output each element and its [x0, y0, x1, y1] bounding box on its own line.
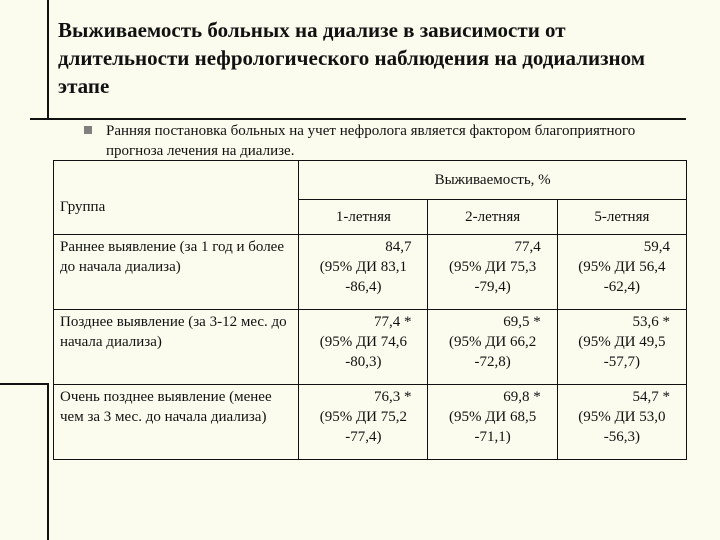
survival-cell — [428, 235, 557, 310]
table-row — [54, 385, 687, 460]
survival-cell — [557, 310, 686, 385]
decor-horizontal-line — [30, 118, 686, 120]
year-header-1: 1-летняя — [299, 200, 428, 235]
ci-upper: -86,4) — [345, 279, 382, 295]
ci-upper: -71,1) — [474, 429, 511, 445]
group-cell: Позднее выявление (за 3-12 мес. до начала диализа) — [54, 310, 299, 385]
bullet-item — [84, 121, 684, 161]
ci-lower: (95% ДИ 75,3 — [448, 259, 537, 275]
survival-header: Выживаемость, % — [299, 161, 687, 200]
group-cell: Раннее выявление (за 1 год и более до начала диализа) — [54, 235, 299, 310]
ci-lower: (95% ДИ 83,1 — [319, 259, 408, 275]
ci-upper: -62,4) — [603, 279, 640, 295]
survival-value: 69,5 * — [503, 314, 541, 330]
survival-value: 77,4 * — [373, 314, 412, 330]
survival-cell — [557, 385, 686, 460]
group-header: Группа — [54, 161, 299, 235]
survival-cell — [299, 235, 428, 310]
survival-value: 77,4 — [514, 239, 541, 255]
square-bullet-icon — [84, 126, 92, 134]
survival-value: 84,7 — [385, 239, 412, 255]
table-row — [54, 235, 687, 310]
survival-cell — [428, 310, 557, 385]
slide-title: Выживаемость больных на диализе в зависимости от длительности нефрологического наблюдения на додиализном этапе — [58, 18, 646, 98]
year-header-2: 2-летняя — [428, 200, 557, 235]
bullet-text: Ранняя постановка больных на учет нефролога является фактором благоприятного прогноза лечения на диализе. — [106, 123, 636, 159]
survival-value: 69,8 * — [503, 389, 541, 405]
year-header-5: 5-летняя — [557, 200, 686, 235]
table-header-row — [54, 161, 687, 200]
group-cell: Очень позднее выявление (менее чем за 3 мес. до начала диализа) — [54, 385, 299, 460]
survival-value: 54,7 * — [632, 389, 670, 405]
decor-vertical-line-top — [47, 0, 49, 118]
ci-lower: (95% ДИ 74,6 — [319, 334, 408, 350]
survival-table — [53, 160, 687, 460]
survival-cell — [299, 310, 428, 385]
ci-upper: -80,3) — [345, 354, 382, 370]
ci-lower: (95% ДИ 68,5 — [448, 409, 537, 425]
ci-upper: -79,4) — [474, 279, 511, 295]
decor-stub-line — [0, 383, 47, 385]
table-row — [54, 310, 687, 385]
survival-cell — [557, 235, 686, 310]
ci-lower: (95% ДИ 66,2 — [448, 334, 537, 350]
survival-cell — [299, 385, 428, 460]
ci-lower: (95% ДИ 56,4 — [578, 259, 666, 275]
ci-lower: (95% ДИ 49,5 — [578, 334, 666, 350]
ci-lower: (95% ДИ 53,0 — [578, 409, 666, 425]
ci-lower: (95% ДИ 75,2 — [319, 409, 408, 425]
survival-value: 59,4 — [643, 239, 670, 255]
ci-upper: -56,3) — [603, 429, 640, 445]
ci-upper: -72,8) — [474, 354, 511, 370]
survival-cell — [428, 385, 557, 460]
survival-value: 53,6 * — [632, 314, 670, 330]
ci-upper: -77,4) — [345, 429, 382, 445]
survival-value: 76,3 * — [373, 389, 412, 405]
ci-upper: -57,7) — [603, 354, 640, 370]
decor-vertical-line-bottom — [47, 383, 49, 540]
